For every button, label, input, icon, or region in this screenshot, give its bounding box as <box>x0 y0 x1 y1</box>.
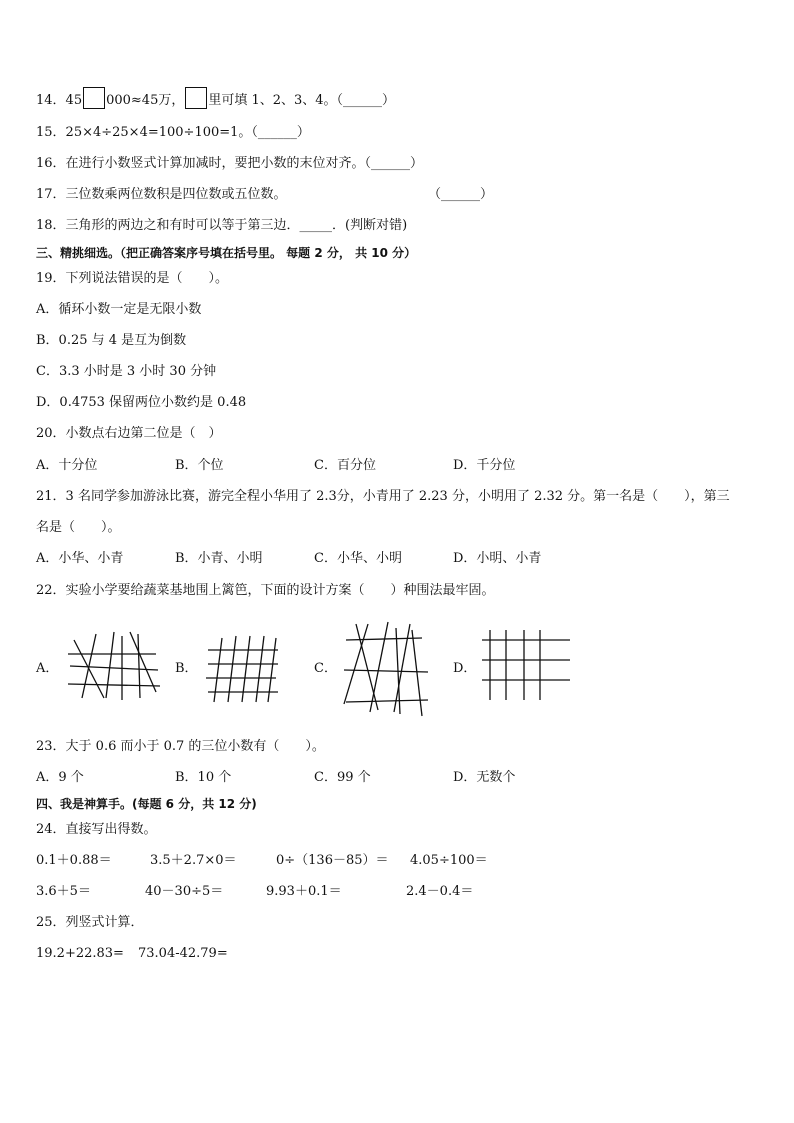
question-21-stem-line2: 名是（ ）。 <box>36 520 121 535</box>
section-4-heading: 四、我是神算手。(每题 6 分，共 12 分) <box>36 797 257 811</box>
q21-option-a: A．小华、小青 <box>36 551 124 566</box>
fence-diagram-c <box>340 620 430 718</box>
q19-option-b: B．0.25 与 4 是互为倒数 <box>36 333 187 348</box>
fence-diagram-a <box>66 630 162 702</box>
q24-item: 4.05÷100＝ <box>410 853 488 868</box>
question-17: 17．三位数乘两位数积是四位数或五位数。 <box>36 187 287 202</box>
q20-option-d: D．千分位 <box>453 458 516 473</box>
q21-option-d: D．小明、小青 <box>453 551 542 566</box>
section-3-heading: 三、精挑细选。（把正确答案序号填在括号里。 每题 2 分， 共 10 分） <box>36 246 417 260</box>
q24-item: 9.93＋0.1＝ <box>266 884 342 899</box>
question-17-blank: （______） <box>428 187 494 202</box>
question-18: 18．三角形的两边之和有时可以等于第三边．_____．(判断对错) <box>36 218 408 233</box>
q24-item: 3.6＋5＝ <box>36 884 91 899</box>
q25-item: 73.04-42.79= <box>138 946 228 961</box>
q24-item: 0.1＋0.88＝ <box>36 853 112 868</box>
question-20-stem: 20．小数点右边第二位是（ ） <box>36 426 222 441</box>
q20-option-a: A．十分位 <box>36 458 98 473</box>
question-16: 16．在进行小数竖式计算加减时，要把小数的末位对齐。（______） <box>36 156 424 171</box>
q24-item: 0÷（136－85）＝ <box>276 853 389 868</box>
q22-label-b: B． <box>175 661 198 676</box>
q24-item: 3.5＋2.7×0＝ <box>150 853 237 868</box>
fence-diagram-b <box>204 632 280 704</box>
q24-item: 40－30÷5＝ <box>145 884 224 899</box>
q20-option-b: B．个位 <box>175 458 224 473</box>
question-23-stem: 23．大于 0.6 而小于 0.7 的三位小数有（ ）。 <box>36 739 325 754</box>
question-15: 15．25×4÷25×4=100÷100=1。（______） <box>36 125 310 140</box>
q19-option-d: D．0.4753 保留两位小数约是 0.48 <box>36 395 247 410</box>
question-14: 14．45 000≈45万， 里可填 1、2、3、4。（______） <box>36 87 395 110</box>
q19-option-c: C．3.3 小时是 3 小时 30 分钟 <box>36 364 217 379</box>
blank-box[interactable] <box>185 87 207 109</box>
question-24-stem: 24．直接写出得数。 <box>36 822 157 837</box>
question-22-stem: 22．实验小学要给蔬菜基地围上篱笆，下面的设计方案（ ）种围法最牢固。 <box>36 583 495 598</box>
q19-option-a: A．循环小数一定是无限小数 <box>36 302 202 317</box>
question-25-stem: 25．列竖式计算． <box>36 915 144 930</box>
q21-option-b: B．小青、小明 <box>175 551 263 566</box>
q23-option-c: C．99 个 <box>314 770 371 785</box>
fence-diagram-d <box>480 628 576 704</box>
q24-item: 2.4－0.4＝ <box>406 884 474 899</box>
q22-label-c: C． <box>314 661 337 676</box>
blank-box[interactable] <box>83 87 105 109</box>
q22-label-a: A． <box>36 661 59 676</box>
q23-option-b: B．10 个 <box>175 770 232 785</box>
q23-option-d: D．无数个 <box>453 770 516 785</box>
question-19-stem: 19．下列说法错误的是（ ）。 <box>36 271 229 286</box>
q21-option-c: C．小华、小明 <box>314 551 402 566</box>
question-21-stem-line1: 21．3 名同学参加游泳比赛，游完全程小华用了 2.3分，小青用了 2.23 分，小明用了 2.32 分。第一名是（ ），第三 <box>36 489 730 504</box>
q20-option-c: C．百分位 <box>314 458 376 473</box>
q22-label-d: D． <box>453 661 477 676</box>
q23-option-a: A．9 个 <box>36 770 84 785</box>
q25-item: 19.2+22.83= <box>36 946 124 961</box>
